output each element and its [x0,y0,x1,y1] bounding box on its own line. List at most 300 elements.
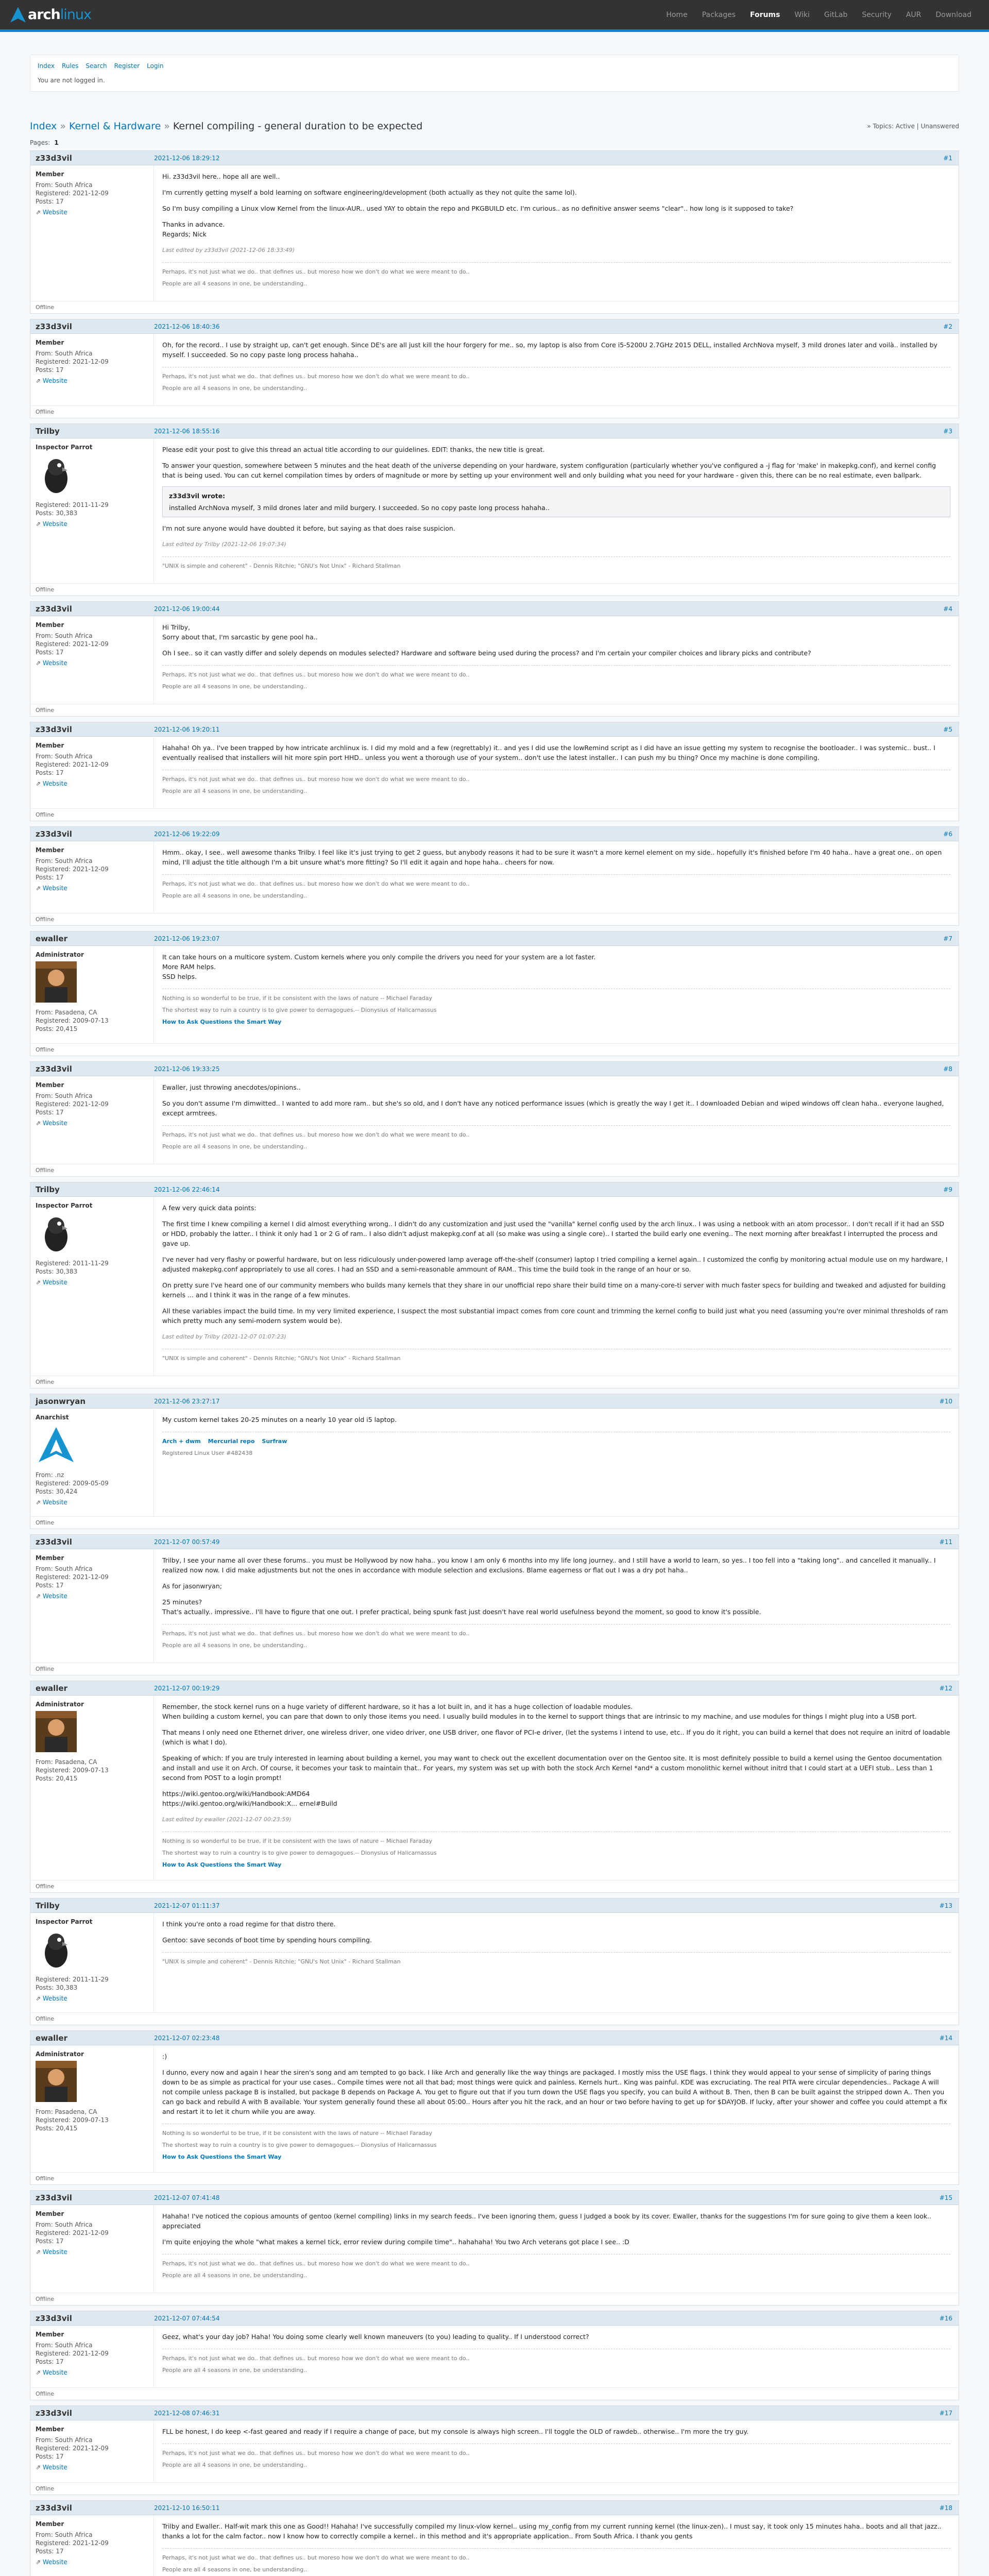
website-icon: ⇗ [36,1279,43,1286]
user-location: From: Pasadena, CA [36,1009,97,1016]
post-footer [30,913,959,925]
website-link[interactable]: ⇗ Website [36,2464,67,2471]
nav-aur[interactable]: AUR [906,10,922,19]
signature [162,367,950,393]
post-content [154,1549,959,1663]
signature-link[interactable]: How to Ask Questions the Smart Way [162,2154,282,2160]
user-title: Member [36,1081,64,1089]
nav-security[interactable]: Security [862,10,892,19]
post-author[interactable]: ewaller [36,1683,68,1693]
breadcrumb-separator: » [60,121,66,132]
post-number-link[interactable]: #6 [943,830,952,838]
user-post-count: Posts: 17 [36,198,64,205]
post-author[interactable]: z33d3vil [36,1537,72,1547]
parrot-avatar-icon [36,1928,77,1970]
forum-post [30,1898,959,2025]
post-body [30,616,959,704]
post-paragraph: Hmm.. okay, I see.. well awesome thanks Trilby. I feel like it's just trying to get 2 guess, but anybody reasons it had to be sure it wasn't a more kernel element on my side.. hopefully it's finished before I'm 40 haha.. have a great one.. on open mind, I'll adjust the title although I'm a bit unsure what's more fitting? So I'll edit it again and hope haha.. cheers for now. [162,849,942,866]
website-link[interactable]: ⇗ Website [36,1279,67,1286]
last-edited-note: Last edited by z33d3vil (2021-12-06 18:33:49) [162,247,295,253]
user-post-count: Posts: 17 [36,769,64,776]
user-online-status: Offline [36,1167,55,1174]
post-author[interactable]: z33d3vil [36,604,72,614]
post-paragraph: Speaking of which: If you are truly interested in learning about building a kernel, you may want to check out the excellent documentation over on the Gentoo site. It is most definitely possible to build a kernel using the Gentoo documentation and install and use it on Arch. Of course, it becomes your task to maintain that.. For years, my system was set up with both the stock Arch Kernel *and* a custom monolithic kernel without initrd that I could start at a UEFI stub.. Less than 1 second from POST to a login prompt! [162,1754,942,1782]
post-paragraph: Geez, what's your day job? Haha! You doing some clearly well known maneuvers (to you) leading to quality.. If I understood correct? [162,2333,589,2341]
user-registered: Registered: 2021-12-09 [36,640,109,648]
post-number-link[interactable]: #18 [939,2504,952,2512]
user-post-count: Posts: 30,383 [36,1268,78,1275]
post-author[interactable]: z33d3vil [36,2313,72,2323]
post-paragraph: It can take hours on a multicore system. Custom kernels where you only compile the drivers you need for your system are a lot faster. More RAM helps. SSD helps. [162,953,596,980]
signature-line: People are all 4 seasons in one, be understanding.. [162,2566,308,2573]
user-location: From: .nz [36,1471,64,1479]
post-author[interactable]: z33d3vil [36,724,72,734]
user-online-status: Offline [36,586,55,593]
user-title: Member [36,621,64,629]
signature-line: Perhaps, it's not just what we do.. that defines us.. but moreso how we don't do what we were meant to do.. [162,1131,470,1138]
user-post-count: Posts: 17 [36,366,64,374]
post-date-link[interactable]: 2021-12-06 19:20:11 [154,725,220,733]
signature [162,1125,950,1151]
post-content [154,334,959,405]
post-date-link[interactable]: 2021-12-06 23:27:17 [154,1397,220,1405]
arch-logo-icon [10,7,26,23]
forum-post [30,1182,959,1388]
quicklink-login[interactable]: Login [147,62,164,70]
post-date-link[interactable]: 2021-12-06 18:29:12 [154,154,220,162]
signature-line: The shortest way to ruin a country is to give power to demagogues.-- Dionysius of Halicarnassus [162,1007,437,1013]
post-paragraph: A few very quick data points: [162,1204,257,1212]
signature-line: People are all 4 seasons in one, be understanding.. [162,385,308,392]
website-link[interactable]: ⇗ Website [36,1592,67,1600]
nav-home[interactable]: Home [666,10,688,19]
post-body [30,737,959,808]
user-online-status: Offline [36,1046,55,1053]
post-header [30,722,959,737]
signature-line: People are all 4 seasons in one, be understanding.. [162,683,308,690]
post-paragraph: FLL be honest, I do keep <-fast geared and ready if I require a change of pace, but my console is always high screen.. I'll toggle the OLD of rawdeb.. otherwise.. I'm more the try guy. [162,2428,749,2435]
post-author[interactable]: Trilby [36,426,60,436]
post-author[interactable]: Trilby [36,1184,60,1194]
post-date-link[interactable]: 2021-12-06 18:55:16 [154,427,220,435]
post-date-link[interactable]: 2021-12-07 00:57:49 [154,1538,220,1546]
user-registered: Registered: 2021-12-09 [36,190,109,197]
post-header [30,2191,959,2205]
post-paragraph: https://wiki.gentoo.org/wiki/Handbook:AMD64 https://wiki.gentoo.org/wiki/Handbook:X... ernel#Build [162,1790,337,1807]
signature-line: Perhaps, it's not just what we do.. that defines us.. but moreso how we don't do what we were meant to do.. [162,880,470,887]
forum-post [30,1534,959,1675]
user-post-count: Posts: 17 [36,2548,64,2555]
author-info [30,2420,154,2482]
post-content [154,2045,959,2172]
post-date-link[interactable]: 2021-12-06 19:33:25 [154,1065,220,1073]
post-body [30,1197,959,1376]
post-date-link[interactable]: 2021-12-06 19:23:07 [154,935,220,942]
post-body [30,438,959,583]
post-content [154,1409,959,1516]
author-info [30,438,154,583]
post-number-link[interactable]: #2 [943,323,952,330]
post-paragraph: Trilby, I see your name all over these forums.. you must be Hollywood by now haha.. you know I am only 6 months into my life long journey.. and I still have a world to learn, so yes.. I too fell into a "taking long".. and cancelled it manually.. I realized now now. I did make adjustments but not the ones in accordance with module selection and exclusions. Blame eagerness or flat out I was a dry pot haha.. [162,1556,936,1574]
website-icon: ⇗ [36,1499,43,1506]
signature-link[interactable]: Mercurial repo [208,1438,255,1445]
quote-text: installed ArchNova myself, 3 mild drones later and mild burgery. I succeeded. So no copy paste long process hahaha.. [169,504,550,512]
post-number-link[interactable]: #8 [943,1065,952,1073]
user-online-status: Offline [36,2175,55,2182]
signature [162,989,950,1027]
signature [162,1952,950,1967]
website-icon: ⇗ [36,2464,43,2471]
user-location: From: South Africa [36,1565,93,1572]
signature-line: People are all 4 seasons in one, be understanding.. [162,892,308,899]
post-paragraph: That means I only need one Ethernet driver, one wireless driver, one video driver, one USB driver, one flavor of PCI-e driver, (let the systems I intend to use, etc.. If you do it right, you can build a kernel that does not require an initrd of loadable (which is what I do). [162,1728,950,1746]
post-paragraph: :) [162,2053,167,2060]
post-footer [30,2172,959,2184]
post-paragraph: Hahaha! I've noticed the copious amounts of gentoo (kernel compiling) links in my search feeds.. I've been ignoring them, guess I judged a book by its cover. Ewaller, thanks for the suggestions I'm for sure going to give them a keen look.. appreciated [162,2212,932,2230]
post-author[interactable]: z33d3vil [36,2408,72,2418]
user-registered: Registered: 2009-07-13 [36,1017,109,1024]
parrot-avatar-icon [36,1212,77,1253]
post-date-link[interactable]: 2021-12-07 02:23:48 [154,2034,220,2042]
user-online-status: Offline [36,1379,55,1385]
post-paragraph: To answer your question, somewhere between 5 minutes and the heat death of the universe depending on your hardware, system configuration (particularly whether you've configured a -j flag for 'make' in makepkg.conf), and kernel config that is being used. You can cut kernel compilation times by orders of magnitude or more by setting up your environment well and only building what you need for your hardware - given this, there can be no real estimate, even ballpark. [162,462,936,479]
author-info [30,616,154,704]
signature-line: People are all 4 seasons in one, be understanding.. [162,2367,308,2374]
signature-line: Perhaps, it's not just what we do.. that defines us.. but moreso how we don't do what we were meant to do.. [162,671,470,678]
signature-line: People are all 4 seasons in one, be understanding.. [162,788,308,794]
post-footer [30,704,959,716]
forum-post [30,1681,959,1893]
post-paragraph: I'm currently getting myself a bold learning on software engineering/development (both actually as they not quite the same lol). [162,189,577,196]
post-footer [30,1880,959,1892]
post-date-link[interactable]: 2021-12-07 01:11:37 [154,1902,220,1909]
nav-wiki[interactable]: Wiki [794,10,810,19]
post-content [154,2420,959,2482]
post-content [154,438,959,583]
user-title: Member [36,2210,64,2217]
user-online-status: Offline [36,916,55,923]
breadcrumb [30,121,422,132]
post-content [154,1913,959,2012]
signature [162,874,950,901]
signature-line: Perhaps, it's not just what we do.. that defines us.. but moreso how we don't do what we were meant to do.. [162,2450,470,2456]
author-info [30,1913,154,2012]
user-location: From: South Africa [36,2342,93,2349]
author-info [30,334,154,405]
post-paragraph: Thanks in advance. Regards; Nick [162,221,225,238]
user-post-count: Posts: 17 [36,649,64,656]
post-author[interactable]: jasonwryan [36,1396,86,1406]
user-title: Member [36,742,64,749]
user-title: Member [36,2426,64,2433]
user-registered: Registered: 2011-11-29 [36,1260,109,1267]
pagination [30,139,959,146]
post-number-link[interactable]: #3 [943,427,952,435]
author-info [30,165,154,301]
nav-download[interactable]: Download [935,10,971,19]
signature [162,2548,950,2574]
signature-line: Perhaps, it's not just what we do.. that defines us.. but moreso how we don't do what we were meant to do.. [162,2554,470,2561]
website-link[interactable]: ⇗ Website [36,885,67,892]
post-number-link[interactable]: #14 [939,2034,952,2042]
author-info [30,2326,154,2387]
post-number-link[interactable]: #15 [939,2194,952,2201]
post-number-link[interactable]: #10 [939,1397,952,1405]
website-link[interactable]: ⇗ Website [36,209,67,216]
forum-post [30,931,959,1056]
post-date-link[interactable]: 2021-12-07 00:19:29 [154,1684,220,1692]
post-paragraph: So I'm busy compiling a Linux vlow Kernel from the linux-AUR.. used YAY to obtain the repo and PKGBUILD etc. I'm curious.. as no definitive answer seems "clear".. how long is it supposed to take? [162,205,794,212]
signature [162,1349,950,1363]
post-date-link[interactable]: 2021-12-06 19:22:09 [154,830,220,838]
user-post-count: Posts: 17 [36,2358,64,2365]
website-link[interactable]: ⇗ Website [36,1120,67,1127]
post-number-link[interactable]: #1 [943,154,952,162]
post-header [30,1899,959,1913]
post-author[interactable]: z33d3vil [36,1064,72,1074]
post-paragraph: Hi Trilby, Sorry about that, I'm sarcastic by gene pool ha.. [162,623,318,641]
user-registered: Registered: 2021-12-09 [36,866,109,873]
signature [162,2254,950,2280]
quote-author: z33d3vil wrote: [169,492,226,500]
brdmenu [30,55,959,92]
author-info [30,1549,154,1663]
post-number-link[interactable]: #4 [943,605,952,613]
user-post-count: Posts: 30,383 [36,510,78,517]
signature [162,1832,950,1870]
post-number-link[interactable]: #12 [939,1684,952,1692]
post-paragraph: I'm not sure anyone would have doubted it before, but saying as that does raise suspicion. [162,524,455,532]
post-number-link[interactable]: #17 [939,2409,952,2417]
signature-line: "UNIX is simple and coherent" - Dennis Ritchie; "GNU's Not Unix" - Richard Stallman [162,1355,401,1362]
user-registered: Registered: 2011-11-29 [36,501,109,509]
post-number-link[interactable]: #7 [943,935,952,942]
post-body [30,2326,959,2387]
post-number-link[interactable]: #9 [943,1185,952,1193]
user-online-status: Offline [36,2391,55,2397]
post-paragraph: So you don't assume I'm dimwitted.. I wanted to add more ram.. but she's so old, and I don't have any noticed performance issues (which is greatly the way I get it.. I downloaded Debian and wiped windows off clean haha.. everyone laughed, except armtrees. [162,1099,944,1117]
nav-packages[interactable]: Packages [702,10,736,19]
post-number-link[interactable]: #13 [939,1902,952,1909]
signature [162,2349,950,2375]
topic-links[interactable]: » Topics: Active | Unanswered [867,123,959,130]
website-link[interactable]: ⇗ Website [36,1499,67,1506]
post-header [30,1394,959,1409]
user-title: Inspector Parrot [36,1918,93,1925]
post-header [30,319,959,334]
post-author[interactable]: ewaller [36,934,68,943]
post-content [154,2326,959,2387]
forum-container [30,55,959,2576]
quicklinks [38,62,951,70]
post-author[interactable]: z33d3vil [36,321,72,331]
post-paragraph: I'm quite enjoying the whole "what makes a kernel tick, error review during compile time".. hahahaha! You two Arch veterans got place I see.. :D [162,2238,629,2246]
user-title: Member [36,2520,64,2528]
post-number-link[interactable]: #16 [939,2314,952,2322]
post-list [30,150,959,2576]
post-paragraph: All these variables impact the build time. In my very limited experience, I suspect the most substantial impact comes from core count and trimming the kernel config to build just what you need (assuming you're over minimal thresholds of ram which pretty much any semi-modern system would be). [162,1307,948,1325]
post-number-link[interactable]: #5 [943,725,952,733]
forum-post [30,1061,959,1177]
breadcrumb-bar [30,121,959,132]
website-link[interactable]: ⇗ Website [36,780,67,787]
nav-gitlab[interactable]: GitLab [824,10,848,19]
post-paragraph: On pretty sure I've heard one of our community members who builds many kernels that they share in our unofficial repo share their build time on a many-core-ti server with much faster specs for building and tweaked and adjusted for building kernels ... and I think it was in the range of a few minutes. [162,1281,946,1299]
signature-link[interactable]: Arch + dwm [162,1438,201,1445]
post-header [30,1681,959,1696]
quicklink-rules[interactable]: Rules [62,62,79,70]
website-icon: ⇗ [36,1120,43,1127]
post-date-link[interactable]: 2021-12-08 07:46:31 [154,2409,220,2417]
signature [162,556,950,571]
post-footer [30,2387,959,2400]
forum-post [30,601,959,717]
signature [162,2124,950,2162]
website-link[interactable]: ⇗ Website [36,377,67,384]
user-registered: Registered: 2021-12-09 [36,2350,109,2357]
signature [162,2444,950,2470]
user-title: Member [36,2331,64,2338]
nav-forums[interactable]: Forums [750,10,780,19]
author-info [30,2205,154,2293]
parrot-avatar-icon [36,454,77,495]
author-info [30,2045,154,2172]
post-date-link[interactable]: 2021-12-07 07:44:54 [154,2314,220,2322]
website-link[interactable]: ⇗ Website [36,2558,67,2566]
quote-box [162,486,950,517]
login-status: You are not logged in. [38,77,105,84]
user-post-count: Posts: 17 [36,2453,64,2460]
signature [162,665,950,691]
logo-main-text: arch [28,7,60,23]
user-registered: Registered: 2021-12-09 [36,2445,109,2452]
signature-line: Perhaps, it's not just what we do.. that defines us.. but moreso how we don't do what we were meant to do.. [162,776,470,783]
breadcrumb-item[interactable]: Kernel & Hardware [69,121,161,132]
user-online-status: Offline [36,2015,55,2022]
post-body [30,946,959,1043]
forum-post [30,150,959,314]
post-paragraph: Remember, the stock kernel runs on a huge variety of different hardware, so it has a lot built in, and it has a huge collection of loadable modules. When building a custom kernel, you can pare that down to only those items you need. I usually build modules in to the kernel to support things that are intrinsic to my machine, and use modules for things I might plug into a USB port. [162,1703,917,1720]
pages-label: Pages: [30,139,50,146]
post-body [30,1696,959,1880]
post-date-link[interactable]: 2021-12-10 16:50:11 [154,2504,220,2512]
signature-link[interactable]: Surfraw [262,1438,287,1445]
user-photo-avatar [36,2061,77,2102]
post-paragraph: Please edit your post to give this thread an actual title according to our guidelines. EDIT: thanks, the new title is great. [162,446,545,453]
user-registered: Registered: 2021-12-09 [36,358,109,365]
post-author[interactable]: z33d3vil [36,2503,72,2513]
breadcrumb-item[interactable]: Index [30,121,57,132]
website-link[interactable]: ⇗ Website [36,1995,67,2002]
post-author[interactable]: z33d3vil [36,153,72,163]
post-paragraph: 25 minutes? That's actually.. impressive.. I'll have to figure that one out. I prefer practical, being spunk fast just doesn't have real world usefulness beyond the moment, so good to know it's possible. [162,1598,761,1616]
user-title: Administrator [36,951,84,958]
signature-line: The shortest way to ruin a country is to give power to demagogues.-- Dionysius of Halicarnassus [162,1850,437,1856]
website-link[interactable]: ⇗ Website [36,2369,67,2376]
forum-post [30,1394,959,1529]
user-registered: Registered: 2009-07-13 [36,1767,109,1774]
logo-sub-text: linux [60,7,91,23]
forum-post [30,423,959,596]
user-registered: Registered: 2009-07-13 [36,2116,109,2124]
post-header [30,602,959,616]
signature-link[interactable]: How to Ask Questions the Smart Way [162,1861,282,1868]
user-post-count: Posts: 20,415 [36,2125,78,2132]
author-info [30,2515,154,2576]
quicklink-register[interactable]: Register [114,62,140,70]
post-date-link[interactable]: 2021-12-06 19:00:44 [154,605,220,613]
signature [162,770,950,796]
user-title: Member [36,1554,64,1562]
archlinux-logo[interactable] [10,7,91,23]
post-body [30,1549,959,1663]
post-paragraph: My custom kernel takes 20-25 minutes on a nearly 10 year old i5 laptop. [162,1416,397,1423]
forum-post [30,826,959,926]
last-edited-note: Last edited by Trilby (2021-12-06 19:07:34) [162,541,286,548]
signature-line: Perhaps, it's not just what we do.. that defines us.. but moreso how we don't do what we were meant to do.. [162,268,470,275]
signature-line: Nothing is so wonderful to be true, if it be consistent with the laws of nature -- Michael Faraday [162,995,433,1002]
website-icon: ⇗ [36,885,43,892]
post-content [154,616,959,704]
user-title: Anarchist [36,1414,69,1421]
post-header [30,2031,959,2045]
signature-line: Registered Linux User #482438 [162,1450,253,1456]
post-author[interactable]: z33d3vil [36,829,72,839]
website-icon: ⇗ [36,2558,43,2566]
post-paragraph: Hahaha! Oh ya.. I've been trapped by how intricate archlinux is. I did my mold and a few (regrettably) it.. and yes I did use the lowRemind script as I did have an issue getting my system to recognise the bootloader.. I was systemic.. bust.. I eventually realised that installers will hit more spin port HHD.. unless you went a thorough use of your system.. don't use the latest installer.. I can push my bu thing? Once my machine is done compiling. [162,744,935,761]
user-online-status: Offline [36,2485,55,2492]
post-author[interactable]: z33d3vil [36,2193,72,2202]
post-header [30,1062,959,1076]
forum-post [30,2030,959,2185]
post-date-link[interactable]: 2021-12-07 07:41:48 [154,2194,220,2201]
post-body [30,2205,959,2293]
post-content [154,841,959,913]
author-info [30,737,154,808]
post-number-link[interactable]: #11 [939,1538,952,1546]
author-info [30,1696,154,1880]
signature-line: Perhaps, it's not just what we do.. that defines us.. but moreso how we don't do what we were meant to do.. [162,2355,470,2362]
breadcrumb-item: Kernel compiling - general duration to be expected [173,121,423,132]
post-date-link[interactable]: 2021-12-06 18:40:36 [154,323,220,330]
post-author[interactable]: Trilby [36,1901,60,1910]
signature [162,1432,950,1458]
website-link[interactable]: ⇗ Website [36,659,67,667]
post-author[interactable]: ewaller [36,2033,68,2043]
post-header [30,1182,959,1197]
website-link[interactable]: ⇗ Website [36,2248,67,2256]
user-online-status: Offline [36,2296,55,2302]
post-content [154,737,959,808]
user-location: From: Pasadena, CA [36,2108,97,2115]
signature-link[interactable]: How to Ask Questions the Smart Way [162,1019,282,1025]
quicklink-search[interactable]: Search [86,62,107,70]
website-icon: ⇗ [36,2369,43,2376]
author-info [30,841,154,913]
quicklink-index[interactable]: Index [38,62,55,70]
post-date-link[interactable]: 2021-12-06 22:46:14 [154,1185,220,1193]
user-registered: Registered: 2021-12-09 [36,2539,109,2547]
user-registered: Registered: 2021-12-09 [36,1100,109,1108]
post-header [30,2311,959,2326]
post-footer [30,1164,959,1176]
website-link[interactable]: ⇗ Website [36,520,67,528]
user-location: From: Pasadena, CA [36,1758,97,1766]
user-online-status: Offline [36,811,55,818]
website-icon: ⇗ [36,209,43,216]
post-body [30,2515,959,2576]
signature-line: Perhaps, it's not just what we do.. that defines us.. but moreso how we don't do what we were meant to do.. [162,2260,470,2267]
